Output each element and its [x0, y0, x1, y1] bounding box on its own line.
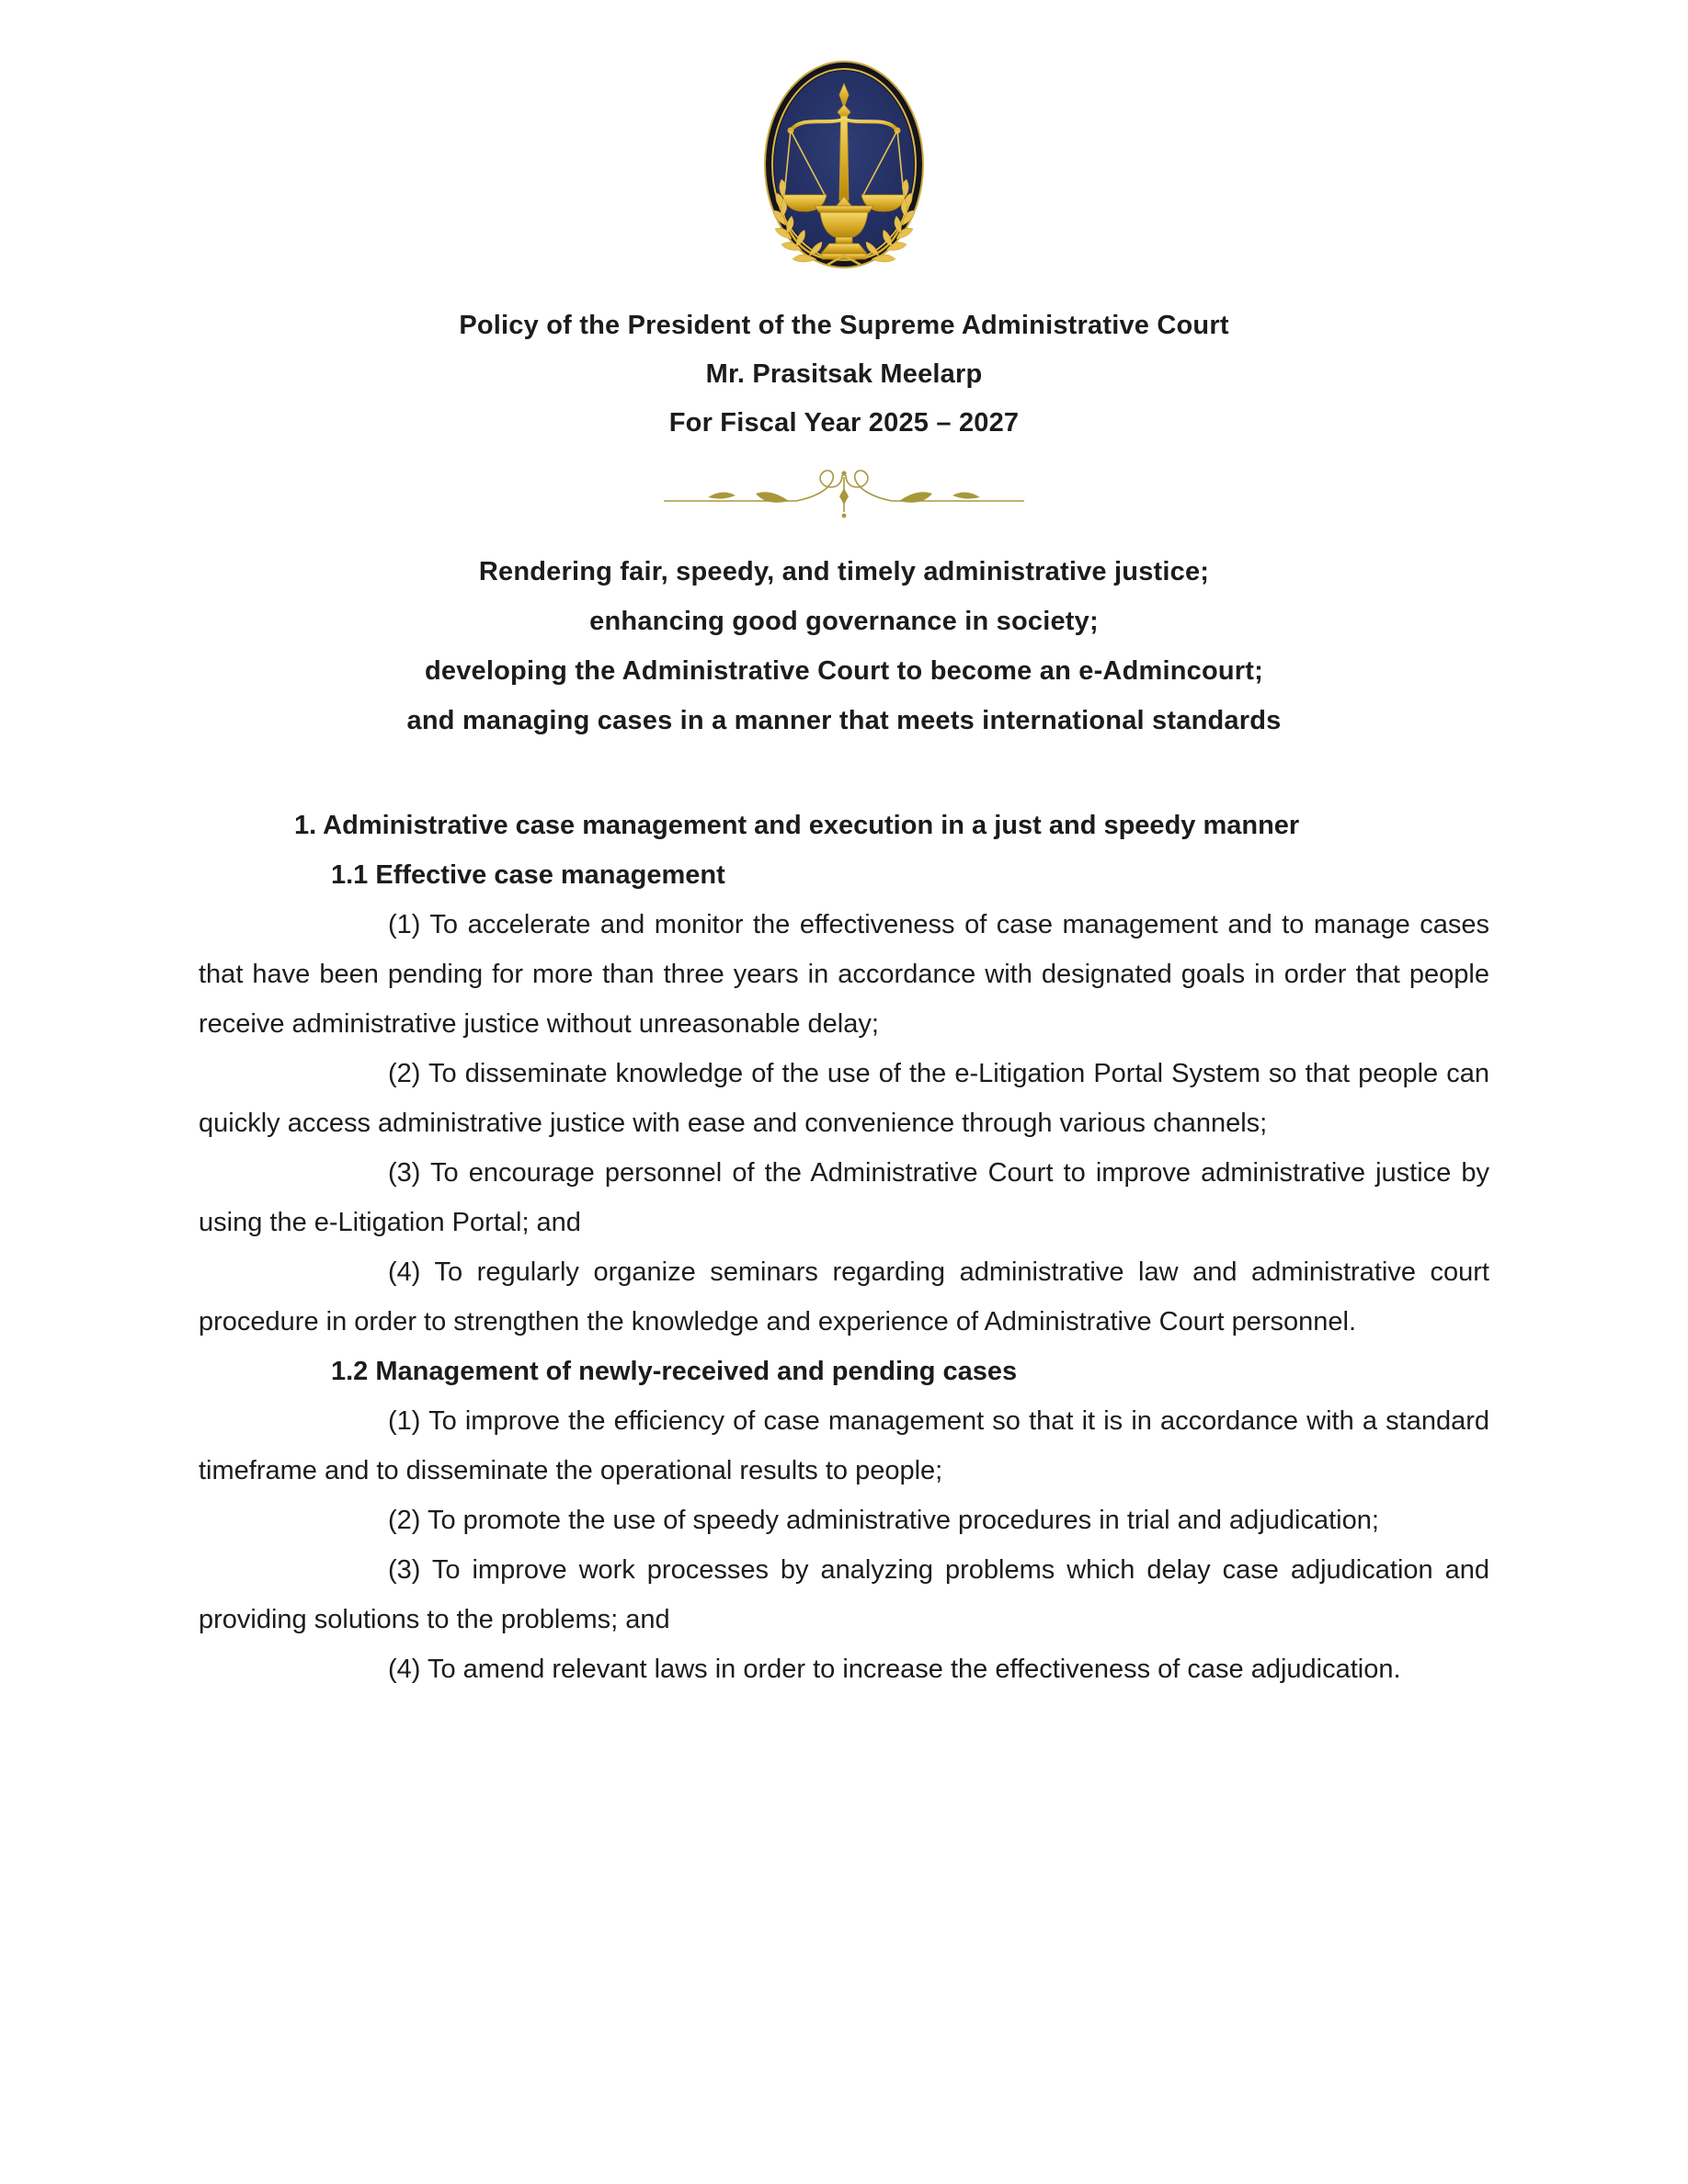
paragraph-1-1-2: (2) To disseminate knowledge of the use of the e-Litigation Portal System so that people can quickly access administrative justice with ease and convenience through various channels; [199, 1059, 1489, 1138]
subsection-1-1-heading: 1.1 Effective case management [331, 860, 725, 890]
motto [0, 547, 1688, 745]
motto-line-2: enhancing good governance in society; [589, 607, 1099, 636]
title-line-3: For Fiscal Year 2025 – 2027 [668, 408, 1020, 438]
document-body [199, 801, 1489, 1694]
paragraph-1-1-4: (4) To regularly organize seminars regarding administrative law and administrative court procedure in order to strengthen the knowledge and experience of Administrative Court personnel. [199, 1257, 1489, 1337]
paragraph-1-2-1: (1) To improve the efficiency of case management so that it is in accordance with a standard timeframe and to disseminate the operational results to people; [199, 1406, 1489, 1485]
motto-line-4: and managing cases in a manner that meets international standards [406, 706, 1282, 735]
ornamental-flourish-divider-icon [660, 464, 1028, 523]
subsection-1-2-heading: 1.2 Management of newly-received and pending cases [331, 1357, 1018, 1386]
section-1-heading: 1. Administrative case management and execution in a just and speedy manner [294, 811, 1300, 840]
title-line-1: Policy of the President of the Supreme Administrative Court [459, 311, 1229, 340]
logo-container [0, 0, 1688, 270]
paragraph-1-2-4: (4) To amend relevant laws in order to increase the effectiveness of case adjudication. [388, 1655, 1401, 1684]
paragraph-1-1-3: (3) To encourage personnel of the Administrative Court to improve administrative justice by using the e-Litigation Portal; and [199, 1158, 1489, 1237]
paragraph-1-1-1: (1) To accelerate and monitor the effectiveness of case management and to manage cases that have been pending for more than three years in accordance with designated goals in order that people receive administrative justice without unreasonable delay; [199, 910, 1489, 1039]
motto-line-1: Rendering fair, speedy, and timely administrative justice; [478, 557, 1210, 586]
divider-container [0, 464, 1688, 523]
title-line-2: Mr. Prasitsak Meelarp [705, 359, 983, 389]
document-title [0, 301, 1688, 448]
paragraph-1-2-2: (2) To promote the use of speedy administrative procedures in trial and adjudication; [388, 1506, 1379, 1535]
motto-line-3: developing the Administrative Court to become an e-Admincourt; [424, 656, 1264, 686]
paragraph-1-2-3: (3) To improve work processes by analyzing problems which delay case adjudication and providing solutions to the problems; and [199, 1555, 1489, 1634]
scales-of-justice-emblem-icon [763, 59, 925, 270]
